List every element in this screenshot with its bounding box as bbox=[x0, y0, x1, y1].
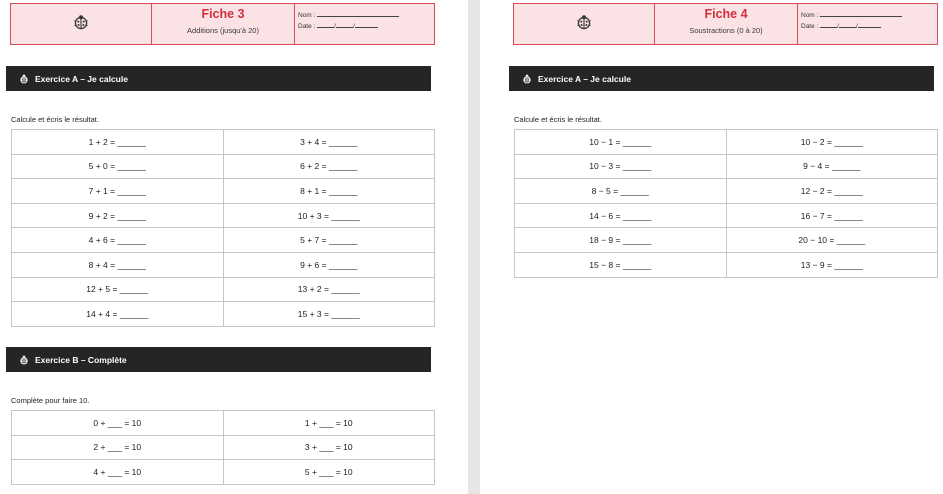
date-label: Date : bbox=[801, 23, 819, 30]
problem-cell[interactable]: 7 + 1 = ______ bbox=[12, 179, 224, 204]
name-label: Nom : bbox=[801, 12, 819, 19]
problem-cell[interactable]: 12 + 5 = ______ bbox=[12, 278, 224, 303]
exercise-title: Exercice A – Je calcule bbox=[538, 73, 631, 84]
problem-cell[interactable]: 15 − 8 = ______ bbox=[515, 253, 727, 278]
problem-cell[interactable]: 10 − 3 = ______ bbox=[515, 155, 727, 180]
ladybug-icon bbox=[522, 74, 532, 84]
problem-cell[interactable]: 14 + 4 = ______ bbox=[12, 302, 224, 327]
name-field[interactable] bbox=[298, 10, 435, 21]
problem-cell[interactable]: 18 − 9 = ______ bbox=[515, 228, 727, 253]
problem-cell[interactable]: 1 + 2 = ______ bbox=[12, 130, 224, 155]
problem-cell[interactable]: 5 + 0 = ______ bbox=[12, 155, 224, 180]
exercise-title: Exercice B – Complète bbox=[35, 354, 127, 365]
table-row bbox=[12, 436, 435, 461]
problem-cell[interactable]: 3 + ___ = 10 bbox=[224, 436, 436, 461]
exercise-a-header bbox=[6, 66, 431, 91]
table-row bbox=[12, 204, 435, 229]
problem-cell[interactable]: 9 − 4 = ______ bbox=[727, 155, 939, 180]
problem-cell[interactable]: 4 + 6 = ______ bbox=[12, 228, 224, 253]
name-field[interactable] bbox=[801, 10, 938, 21]
exercise-b-header bbox=[6, 347, 431, 372]
worksheet-page-fiche-3 bbox=[9, 0, 445, 494]
exercise-instruction: Complète pour faire 10. bbox=[11, 396, 90, 405]
date-field[interactable]: Date : / / bbox=[298, 21, 435, 32]
ladybug-icon bbox=[576, 14, 592, 35]
problem-cell[interactable]: 14 − 6 = ______ bbox=[515, 204, 727, 229]
table-row bbox=[515, 204, 938, 229]
problem-cell[interactable]: 13 + 2 = ______ bbox=[224, 278, 436, 303]
table-row bbox=[515, 228, 938, 253]
table-row bbox=[12, 411, 435, 436]
table-row bbox=[515, 130, 938, 155]
page-gutter bbox=[468, 0, 480, 494]
problem-cell[interactable]: 1 + ___ = 10 bbox=[224, 411, 436, 436]
table-row bbox=[12, 302, 435, 327]
table-row bbox=[12, 155, 435, 180]
table-row bbox=[515, 179, 938, 204]
problem-cell[interactable]: 0 + ___ = 10 bbox=[12, 411, 224, 436]
header-title-cell bbox=[655, 4, 798, 44]
table-row bbox=[12, 179, 435, 204]
problem-cell[interactable]: 8 − 5 = ______ bbox=[515, 179, 727, 204]
table-row bbox=[12, 130, 435, 155]
exercise-title: Exercice A – Je calcule bbox=[35, 73, 128, 84]
ladybug-icon bbox=[73, 14, 89, 35]
exercise-a-grid bbox=[11, 129, 435, 327]
problem-cell[interactable]: 13 − 9 = ______ bbox=[727, 253, 939, 278]
problem-cell[interactable]: 15 + 3 = ______ bbox=[224, 302, 436, 327]
problem-cell[interactable]: 16 − 7 = ______ bbox=[727, 204, 939, 229]
header-logo-cell bbox=[514, 4, 655, 44]
problem-cell[interactable]: 10 − 2 = ______ bbox=[727, 130, 939, 155]
worksheet-subtitle: Additions (jusqu'à 20) bbox=[187, 26, 259, 35]
worksheet-header bbox=[513, 3, 938, 45]
problem-cell[interactable]: 9 + 2 = ______ bbox=[12, 204, 224, 229]
problem-cell[interactable]: 8 + 4 = ______ bbox=[12, 253, 224, 278]
problem-cell[interactable]: 8 + 1 = ______ bbox=[224, 179, 436, 204]
problem-cell[interactable]: 10 + 3 = ______ bbox=[224, 204, 436, 229]
worksheet-title: Fiche 3 bbox=[201, 7, 245, 21]
table-row bbox=[515, 155, 938, 180]
worksheet-title: Fiche 4 bbox=[704, 7, 748, 21]
problem-cell[interactable]: 9 + 6 = ______ bbox=[224, 253, 436, 278]
header-name-date-cell bbox=[295, 4, 435, 44]
table-row bbox=[12, 460, 435, 485]
worksheet-header bbox=[10, 3, 435, 45]
table-row bbox=[12, 228, 435, 253]
exercise-b-grid bbox=[11, 410, 435, 485]
worksheet-subtitle: Soustractions (0 à 20) bbox=[689, 26, 763, 35]
exercise-instruction: Calcule et écris le résultat. bbox=[514, 115, 602, 124]
problem-cell[interactable]: 4 + ___ = 10 bbox=[12, 460, 224, 485]
ladybug-icon bbox=[19, 355, 29, 365]
problem-cell[interactable]: 5 + 7 = ______ bbox=[224, 228, 436, 253]
problem-cell[interactable]: 10 − 1 = ______ bbox=[515, 130, 727, 155]
table-row bbox=[12, 278, 435, 303]
header-name-date-cell bbox=[798, 4, 938, 44]
problem-cell[interactable]: 2 + ___ = 10 bbox=[12, 436, 224, 461]
table-row bbox=[515, 253, 938, 278]
exercise-a-grid bbox=[514, 129, 938, 278]
problem-cell[interactable]: 6 + 2 = ______ bbox=[224, 155, 436, 180]
exercise-instruction: Calcule et écris le résultat. bbox=[11, 115, 99, 124]
ladybug-icon bbox=[19, 74, 29, 84]
header-title-cell bbox=[152, 4, 295, 44]
problem-cell[interactable]: 3 + 4 = ______ bbox=[224, 130, 436, 155]
date-field[interactable]: Date : / / bbox=[801, 21, 938, 32]
problem-cell[interactable]: 12 − 2 = ______ bbox=[727, 179, 939, 204]
header-logo-cell bbox=[11, 4, 152, 44]
name-label: Nom : bbox=[298, 12, 316, 19]
table-row bbox=[12, 253, 435, 278]
problem-cell[interactable]: 5 + ___ = 10 bbox=[224, 460, 436, 485]
date-label: Date : bbox=[298, 23, 316, 30]
problem-cell[interactable]: 20 − 10 = ______ bbox=[727, 228, 939, 253]
exercise-a-header bbox=[509, 66, 934, 91]
worksheet-page-fiche-4 bbox=[512, 0, 943, 494]
